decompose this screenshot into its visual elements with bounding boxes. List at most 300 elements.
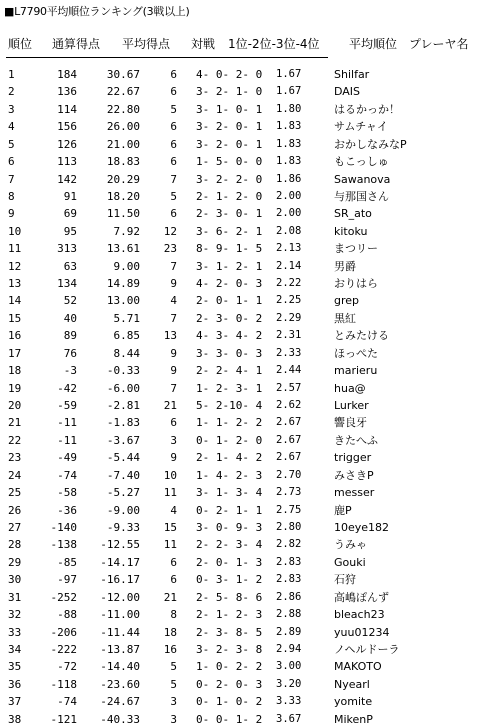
bouts-cell: 9 bbox=[170, 364, 177, 378]
player-name-cell: きたへふ bbox=[334, 433, 378, 447]
placements-cell: 1- 2- 3- 1 bbox=[196, 381, 263, 395]
player-name-cell: MAKOTO bbox=[334, 660, 382, 674]
total-score-cell: -140 bbox=[50, 520, 77, 534]
average-score-cell: -11.44 bbox=[100, 625, 140, 639]
average-rank-cell: 1.83 bbox=[276, 120, 302, 133]
rank-cell: 14 bbox=[8, 294, 22, 308]
placements-cell: 2- 3- 0- 1 bbox=[196, 207, 263, 221]
rank-cell: 37 bbox=[8, 695, 22, 709]
total-score-cell: 114 bbox=[57, 102, 77, 116]
average-rank-cell: 2.33 bbox=[276, 346, 302, 359]
player-name-cell: 黒紅 bbox=[334, 311, 356, 325]
placements-cell: 2- 0- 1- 1 bbox=[196, 294, 263, 308]
player-name-cell: yomite bbox=[334, 695, 373, 709]
placements-cell: 2- 1- 4- 2 bbox=[196, 451, 263, 465]
table-row bbox=[0, 414, 477, 431]
average-score-cell: 7.92 bbox=[113, 224, 140, 238]
rank-cell: 3 bbox=[8, 102, 15, 116]
table-row bbox=[0, 66, 477, 83]
average-score-cell: 13.61 bbox=[106, 242, 140, 256]
total-score-cell: 156 bbox=[57, 120, 77, 134]
total-score-cell: 313 bbox=[57, 242, 77, 256]
ranking-table-body bbox=[0, 66, 477, 728]
table-row bbox=[0, 536, 477, 553]
header-player-name: プレーヤ名 bbox=[409, 37, 469, 51]
player-name-cell: おりはら bbox=[334, 277, 378, 291]
table-row bbox=[0, 676, 477, 693]
average-rank-cell: 2.94 bbox=[276, 642, 302, 655]
average-rank-cell: 1.67 bbox=[276, 85, 302, 98]
average-score-cell: -9.00 bbox=[106, 503, 140, 517]
average-score-cell: 6.85 bbox=[113, 329, 140, 343]
average-rank-cell: 3.33 bbox=[276, 695, 302, 708]
average-rank-cell: 2.22 bbox=[276, 277, 302, 290]
rank-cell: 24 bbox=[8, 468, 22, 482]
player-name-cell: まつリー bbox=[334, 242, 378, 256]
average-score-cell: 9.00 bbox=[113, 259, 140, 273]
average-rank-cell: 3.67 bbox=[276, 712, 302, 725]
table-row bbox=[0, 693, 477, 710]
average-score-cell: 5.71 bbox=[113, 311, 140, 325]
bouts-cell: 3 bbox=[170, 433, 177, 447]
placements-cell: 3- 1- 0- 1 bbox=[196, 102, 263, 116]
total-score-cell: -42 bbox=[57, 381, 77, 395]
bouts-cell: 23 bbox=[163, 242, 177, 256]
rank-cell: 9 bbox=[8, 207, 15, 221]
rank-cell: 28 bbox=[8, 538, 22, 552]
bouts-cell: 11 bbox=[163, 486, 177, 500]
table-row bbox=[0, 606, 477, 623]
average-rank-cell: 1.80 bbox=[276, 102, 302, 115]
total-score-cell: -3 bbox=[63, 364, 77, 378]
placements-cell: 3- 1- 2- 1 bbox=[196, 259, 263, 273]
bouts-cell: 5 bbox=[170, 102, 177, 116]
rank-cell: 19 bbox=[8, 381, 22, 395]
average-score-cell: -40.33 bbox=[100, 712, 140, 726]
rank-cell: 15 bbox=[8, 311, 22, 325]
rank-cell: 1 bbox=[8, 68, 15, 81]
rank-cell: 35 bbox=[8, 660, 22, 674]
rank-cell: 7 bbox=[8, 172, 15, 186]
bouts-cell: 5 bbox=[170, 660, 177, 674]
bouts-cell: 18 bbox=[163, 625, 177, 639]
player-name-cell: ノヘルドーラ bbox=[334, 642, 400, 656]
total-score-cell: -97 bbox=[57, 573, 77, 587]
rank-cell: 2 bbox=[8, 85, 15, 99]
placements-cell: 3- 3- 0- 3 bbox=[196, 346, 263, 360]
placements-cell: 3- 0- 9- 3 bbox=[196, 520, 263, 534]
placements-cell: 2- 3- 8- 5 bbox=[196, 625, 263, 639]
placements-cell: 0- 0- 1- 2 bbox=[196, 712, 263, 726]
total-score-cell: -252 bbox=[50, 590, 77, 604]
player-name-cell: うみゃ bbox=[334, 538, 367, 552]
bouts-cell: 3 bbox=[170, 695, 177, 709]
header-bouts: 対戦 bbox=[191, 37, 216, 51]
player-name-cell: 高嶋ぽんず bbox=[334, 590, 389, 604]
table-row bbox=[0, 641, 477, 658]
average-score-cell: -23.60 bbox=[100, 677, 140, 691]
average-score-cell: 20.29 bbox=[106, 172, 140, 186]
table-row bbox=[0, 188, 477, 205]
bouts-cell: 9 bbox=[170, 451, 177, 465]
bouts-cell: 8 bbox=[170, 608, 177, 622]
total-score-cell: 69 bbox=[63, 207, 77, 221]
total-score-cell: 126 bbox=[57, 137, 77, 151]
player-name-cell: kitoku bbox=[334, 224, 368, 238]
bouts-cell: 7 bbox=[170, 381, 177, 395]
rank-cell: 16 bbox=[8, 329, 22, 343]
average-score-cell: -24.67 bbox=[100, 695, 140, 709]
player-name-cell: Sawanova bbox=[334, 172, 391, 186]
rank-cell: 12 bbox=[8, 259, 22, 273]
rank-cell: 26 bbox=[8, 503, 22, 517]
average-rank-cell: 2.67 bbox=[276, 433, 302, 446]
total-score-cell: -59 bbox=[57, 399, 77, 413]
table-row bbox=[0, 153, 477, 170]
average-score-cell: -3.67 bbox=[106, 433, 140, 447]
rank-cell: 4 bbox=[8, 120, 15, 134]
total-score-cell: -138 bbox=[50, 538, 77, 552]
placements-cell: 3- 6- 2- 1 bbox=[196, 224, 263, 238]
player-name-cell: おかしなみなP bbox=[334, 137, 407, 151]
placements-cell: 3- 2- 3- 8 bbox=[196, 642, 263, 656]
average-score-cell: -13.87 bbox=[100, 642, 140, 656]
average-rank-cell: 1.83 bbox=[276, 137, 302, 150]
average-rank-cell: 2.89 bbox=[276, 625, 302, 638]
bouts-cell: 5 bbox=[170, 677, 177, 691]
bouts-cell: 4 bbox=[170, 294, 177, 308]
bouts-cell: 6 bbox=[170, 68, 177, 81]
total-score-cell: -36 bbox=[57, 503, 77, 517]
placements-cell: 2- 1- 2- 3 bbox=[196, 608, 263, 622]
average-rank-cell: 2.13 bbox=[276, 242, 302, 255]
table-row bbox=[0, 658, 477, 675]
table-row bbox=[0, 292, 477, 309]
average-rank-cell: 2.73 bbox=[276, 486, 302, 499]
table-row bbox=[0, 362, 477, 379]
placements-cell: 3- 2- 0- 1 bbox=[196, 120, 263, 134]
player-name-cell: サムチャイ bbox=[334, 120, 388, 134]
total-score-cell: -74 bbox=[57, 468, 77, 482]
average-rank-cell: 2.00 bbox=[276, 189, 302, 202]
average-score-cell: -14.40 bbox=[100, 660, 140, 674]
placements-cell: 0- 2- 1- 1 bbox=[196, 503, 263, 517]
rank-cell: 36 bbox=[8, 677, 22, 691]
table-row bbox=[0, 83, 477, 100]
table-row bbox=[0, 258, 477, 275]
average-score-cell: 8.44 bbox=[113, 346, 140, 360]
player-name-cell: はるかっか！ bbox=[334, 102, 400, 116]
bouts-cell: 6 bbox=[170, 416, 177, 430]
table-row bbox=[0, 711, 477, 728]
total-score-cell: -49 bbox=[57, 451, 77, 465]
table-row bbox=[0, 467, 477, 484]
player-name-cell: grep bbox=[334, 294, 360, 308]
average-score-cell: 14.89 bbox=[106, 277, 140, 291]
player-name-cell: bleach23 bbox=[334, 608, 385, 622]
average-score-cell: 26.00 bbox=[106, 120, 140, 134]
placements-cell: 1- 4- 2- 3 bbox=[196, 468, 263, 482]
average-rank-cell: 1.67 bbox=[276, 68, 302, 80]
placements-cell: 8- 9- 1- 5 bbox=[196, 242, 263, 256]
rank-cell: 8 bbox=[8, 189, 15, 203]
bouts-cell: 3 bbox=[170, 712, 177, 726]
bouts-cell: 11 bbox=[163, 538, 177, 552]
table-row bbox=[0, 240, 477, 257]
bouts-cell: 9 bbox=[170, 277, 177, 291]
player-name-cell: 10eye182 bbox=[334, 520, 390, 534]
total-score-cell: -206 bbox=[50, 625, 77, 639]
average-rank-cell: 2.83 bbox=[276, 555, 302, 568]
placements-cell: 4- 3- 4- 2 bbox=[196, 329, 263, 343]
table-row bbox=[0, 449, 477, 466]
table-row bbox=[0, 118, 477, 135]
placements-cell: 4- 2- 0- 3 bbox=[196, 277, 263, 291]
page-title: ■L7790平均順位ランキング(3戦以上) bbox=[4, 5, 190, 18]
header-placements: 1位-2位-3位-4位 bbox=[228, 37, 320, 51]
header-total-score: 通算得点 bbox=[52, 37, 101, 51]
average-score-cell: -9.33 bbox=[106, 520, 140, 534]
average-score-cell: -14.17 bbox=[100, 555, 140, 569]
average-score-cell: -2.81 bbox=[106, 399, 140, 413]
average-score-cell: -5.27 bbox=[106, 486, 140, 500]
total-score-cell: 52 bbox=[63, 294, 77, 308]
rank-cell: 17 bbox=[8, 346, 22, 360]
player-name-cell: SR_ato bbox=[334, 207, 372, 221]
placements-cell: 2- 3- 0- 2 bbox=[196, 311, 263, 325]
player-name-cell: messer bbox=[334, 486, 375, 500]
player-name-cell: 響良牙 bbox=[334, 416, 367, 430]
bouts-cell: 15 bbox=[163, 520, 177, 534]
rank-cell: 5 bbox=[8, 137, 15, 151]
rank-cell: 11 bbox=[8, 242, 22, 256]
average-rank-cell: 2.00 bbox=[276, 207, 302, 220]
total-score-cell: 63 bbox=[63, 259, 77, 273]
average-rank-cell: 2.75 bbox=[276, 503, 302, 516]
average-rank-cell: 2.86 bbox=[276, 590, 302, 603]
bouts-cell: 21 bbox=[163, 399, 177, 413]
rank-cell: 32 bbox=[8, 608, 22, 622]
player-name-cell: みさきP bbox=[334, 468, 374, 482]
player-name-cell: 石狩 bbox=[334, 573, 356, 587]
placements-cell: 3- 2- 0- 1 bbox=[196, 137, 263, 151]
player-name-cell: 与那国さん bbox=[334, 189, 389, 203]
average-rank-cell: 2.88 bbox=[276, 608, 302, 621]
bouts-cell: 7 bbox=[170, 311, 177, 325]
player-name-cell: hua@ bbox=[334, 381, 366, 395]
header-divider bbox=[6, 57, 328, 58]
player-name-cell: DAIS bbox=[334, 85, 361, 99]
player-name-cell: ほっぺた bbox=[334, 346, 378, 360]
rank-cell: 13 bbox=[8, 277, 22, 291]
rank-cell: 29 bbox=[8, 555, 22, 569]
average-rank-cell: 2.70 bbox=[276, 468, 302, 481]
placements-cell: 0- 1- 2- 0 bbox=[196, 433, 263, 447]
average-rank-cell: 2.31 bbox=[276, 329, 302, 342]
player-name-cell: 男爵 bbox=[334, 259, 356, 273]
player-name-cell: Nyearl bbox=[334, 677, 370, 691]
table-row bbox=[0, 397, 477, 414]
average-score-cell: 22.67 bbox=[106, 85, 140, 99]
player-name-cell: Lurker bbox=[334, 399, 369, 413]
rank-cell: 27 bbox=[8, 520, 22, 534]
placements-cell: 1- 5- 0- 0 bbox=[196, 155, 263, 169]
player-name-cell: 鹿P bbox=[334, 503, 352, 517]
total-score-cell: -74 bbox=[57, 695, 77, 709]
placements-cell: 0- 2- 0- 3 bbox=[196, 677, 263, 691]
average-rank-cell: 2.67 bbox=[276, 451, 302, 464]
total-score-cell: 142 bbox=[57, 172, 77, 186]
total-score-cell: 184 bbox=[57, 68, 77, 81]
table-row bbox=[0, 223, 477, 240]
average-rank-cell: 2.82 bbox=[276, 538, 302, 551]
bouts-cell: 12 bbox=[163, 224, 177, 238]
placements-cell: 5- 2-10- 4 bbox=[196, 399, 263, 413]
bouts-cell: 16 bbox=[163, 642, 177, 656]
header-rank: 順位 bbox=[8, 37, 33, 51]
placements-cell: 2- 2- 4- 1 bbox=[196, 364, 263, 378]
average-score-cell: 18.20 bbox=[106, 189, 140, 203]
rank-cell: 18 bbox=[8, 364, 22, 378]
total-score-cell: 95 bbox=[63, 224, 77, 238]
table-row bbox=[0, 519, 477, 536]
total-score-cell: -88 bbox=[57, 608, 77, 622]
rank-cell: 30 bbox=[8, 573, 22, 587]
average-score-cell: -12.55 bbox=[100, 538, 140, 552]
total-score-cell: 40 bbox=[63, 311, 77, 325]
table-row bbox=[0, 310, 477, 327]
average-rank-cell: 2.44 bbox=[276, 364, 302, 377]
average-score-cell: -0.33 bbox=[106, 364, 140, 378]
table-row bbox=[0, 502, 477, 519]
player-name-cell: Shilfar bbox=[334, 68, 370, 81]
average-rank-cell: 2.57 bbox=[276, 381, 302, 394]
rank-cell: 6 bbox=[8, 155, 15, 169]
average-rank-cell: 1.83 bbox=[276, 155, 302, 168]
table-row bbox=[0, 624, 477, 641]
average-rank-cell: 2.83 bbox=[276, 573, 302, 586]
total-score-cell: -222 bbox=[50, 642, 77, 656]
average-rank-cell: 2.80 bbox=[276, 520, 302, 533]
table-row bbox=[0, 345, 477, 362]
header-average-score: 平均得点 bbox=[122, 37, 171, 51]
average-score-cell: -16.17 bbox=[100, 573, 140, 587]
total-score-cell: -72 bbox=[57, 660, 77, 674]
player-name-cell: MikenP bbox=[334, 712, 373, 726]
total-score-cell: 76 bbox=[63, 346, 77, 360]
bouts-cell: 9 bbox=[170, 346, 177, 360]
placements-cell: 1- 1- 2- 2 bbox=[196, 416, 263, 430]
table-row bbox=[0, 432, 477, 449]
total-score-cell: 89 bbox=[63, 329, 77, 343]
player-name-cell: trigger bbox=[334, 451, 372, 465]
average-score-cell: 18.83 bbox=[106, 155, 140, 169]
total-score-cell: -58 bbox=[57, 486, 77, 500]
bouts-cell: 7 bbox=[170, 259, 177, 273]
average-score-cell: 13.00 bbox=[106, 294, 140, 308]
average-rank-cell: 3.20 bbox=[276, 677, 302, 690]
average-score-cell: -5.44 bbox=[106, 451, 140, 465]
rank-cell: 10 bbox=[8, 224, 22, 238]
header-average-rank: 平均順位 bbox=[349, 37, 398, 51]
bouts-cell: 6 bbox=[170, 85, 177, 99]
table-row bbox=[0, 136, 477, 153]
average-rank-cell: 3.00 bbox=[276, 660, 302, 673]
total-score-cell: 134 bbox=[57, 277, 77, 291]
table-row bbox=[0, 327, 477, 344]
table-row bbox=[0, 171, 477, 188]
bouts-cell: 5 bbox=[170, 189, 177, 203]
rank-cell: 38 bbox=[8, 712, 22, 726]
player-name-cell: marieru bbox=[334, 364, 378, 378]
average-score-cell: -1.83 bbox=[106, 416, 140, 430]
bouts-cell: 7 bbox=[170, 172, 177, 186]
player-name-cell: Gouki bbox=[334, 555, 366, 569]
placements-cell: 0- 3- 1- 2 bbox=[196, 573, 263, 587]
placements-cell: 2- 1- 2- 0 bbox=[196, 189, 263, 203]
rank-cell: 34 bbox=[8, 642, 22, 656]
average-rank-cell: 2.14 bbox=[276, 259, 302, 272]
total-score-cell: 91 bbox=[63, 189, 77, 203]
average-score-cell: -11.00 bbox=[100, 608, 140, 622]
average-rank-cell: 2.08 bbox=[276, 224, 302, 237]
placements-cell: 3- 2- 2- 0 bbox=[196, 172, 263, 186]
table-row bbox=[0, 101, 477, 118]
bouts-cell: 6 bbox=[170, 137, 177, 151]
rank-cell: 33 bbox=[8, 625, 22, 639]
bouts-cell: 6 bbox=[170, 120, 177, 134]
rank-cell: 20 bbox=[8, 399, 22, 413]
table-row bbox=[0, 380, 477, 397]
placements-cell: 4- 0- 2- 0 bbox=[196, 68, 263, 81]
bouts-cell: 13 bbox=[163, 329, 177, 343]
average-score-cell: 30.67 bbox=[106, 68, 140, 81]
placements-cell: 2- 5- 8- 6 bbox=[196, 590, 263, 604]
rank-cell: 22 bbox=[8, 433, 22, 447]
placements-cell: 3- 1- 3- 4 bbox=[196, 486, 263, 500]
table-row bbox=[0, 571, 477, 588]
table-row bbox=[0, 589, 477, 606]
bouts-cell: 4 bbox=[170, 503, 177, 517]
placements-cell: 2- 2- 3- 4 bbox=[196, 538, 263, 552]
player-name-cell: もこっしゅ bbox=[334, 155, 389, 169]
average-score-cell: 22.80 bbox=[106, 102, 140, 116]
table-row bbox=[0, 554, 477, 571]
total-score-cell: -118 bbox=[50, 677, 77, 691]
placements-cell: 2- 0- 1- 3 bbox=[196, 555, 263, 569]
average-score-cell: -6.00 bbox=[106, 381, 140, 395]
total-score-cell: -85 bbox=[57, 555, 77, 569]
rank-cell: 23 bbox=[8, 451, 22, 465]
average-rank-cell: 2.25 bbox=[276, 294, 302, 307]
table-row bbox=[0, 275, 477, 292]
total-score-cell: 113 bbox=[57, 155, 77, 169]
average-score-cell: -12.00 bbox=[100, 590, 140, 604]
rank-cell: 21 bbox=[8, 416, 22, 430]
bouts-cell: 21 bbox=[163, 590, 177, 604]
table-row bbox=[0, 484, 477, 501]
player-name-cell: yuu01234 bbox=[334, 625, 390, 639]
average-score-cell: -7.40 bbox=[106, 468, 140, 482]
average-rank-cell: 1.86 bbox=[276, 172, 302, 185]
rank-cell: 31 bbox=[8, 590, 22, 604]
table-row bbox=[0, 205, 477, 222]
player-name-cell: とみたける bbox=[334, 329, 389, 343]
bouts-cell: 6 bbox=[170, 207, 177, 221]
total-score-cell: 136 bbox=[57, 85, 77, 99]
total-score-cell: -11 bbox=[57, 433, 77, 447]
total-score-cell: -11 bbox=[57, 416, 77, 430]
